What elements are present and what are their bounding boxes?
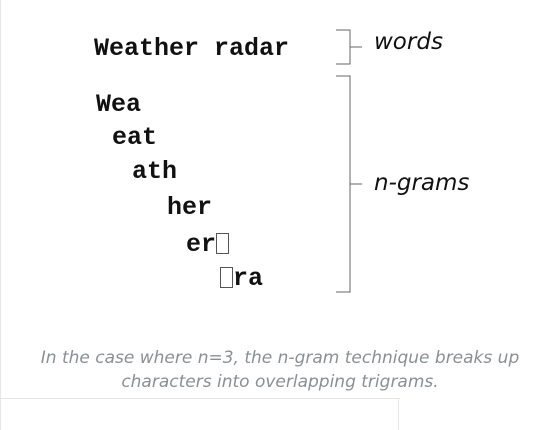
ngram-3-text: ath: [132, 157, 178, 186]
ngram-2-text: eat: [112, 123, 158, 152]
words-bracket: [336, 30, 362, 64]
caption: In the case where n=3, the n-gram technique breaks up characters into overlapping trigrams.: [40, 348, 520, 392]
ngram-1-text: Wea: [96, 90, 142, 119]
words-label: words: [374, 29, 443, 55]
ngram-6-text: ra: [233, 264, 264, 293]
ngrams-label: n-grams: [374, 170, 470, 196]
words-text: Weather radar: [94, 34, 290, 63]
ngrams-bracket: [336, 76, 362, 292]
ngram-4-text: her: [167, 193, 213, 222]
ngram-5-text: er: [186, 230, 217, 259]
